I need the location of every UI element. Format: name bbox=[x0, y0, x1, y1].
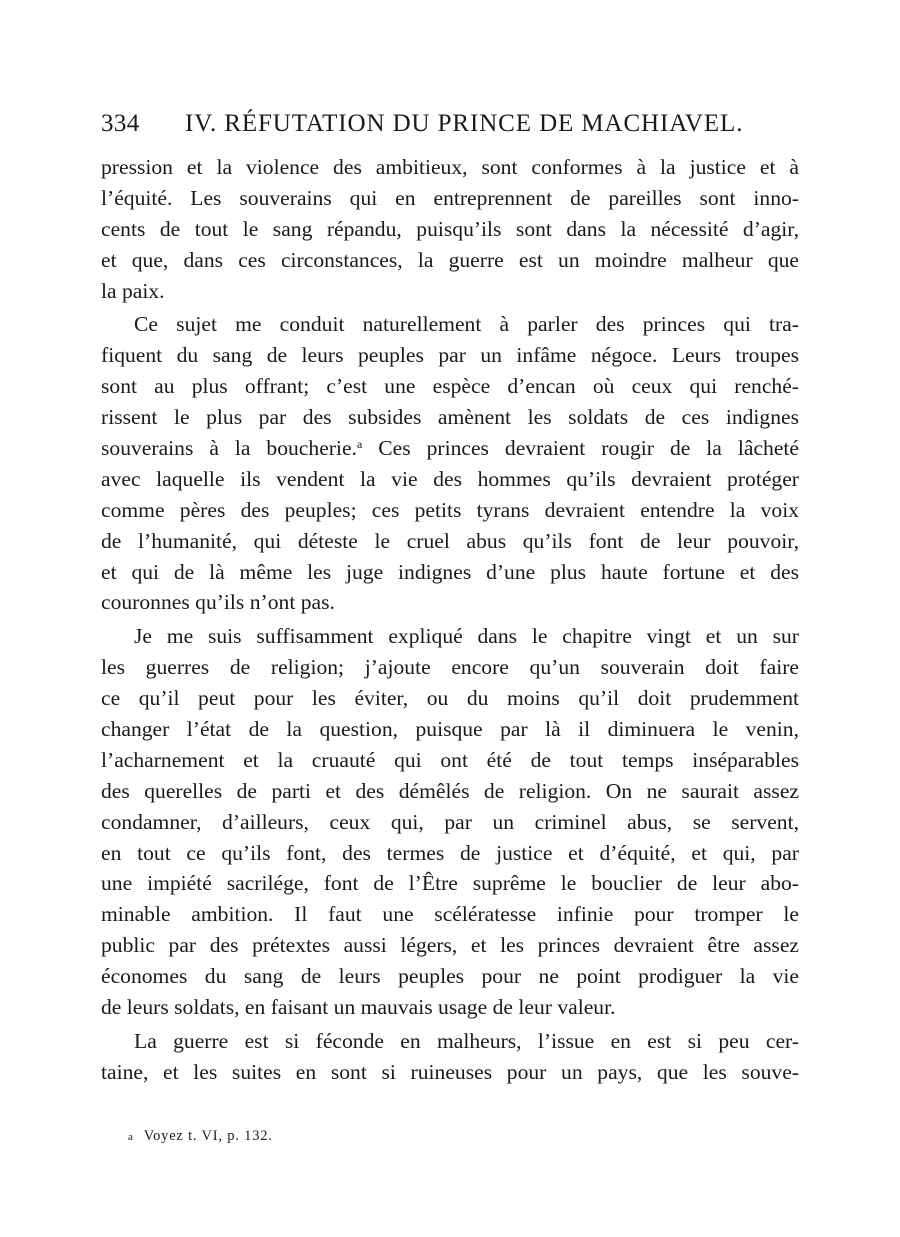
paragraph-1 bbox=[101, 152, 799, 306]
text-line: Ce sujet me conduit naturellement à parler des princes qui tra- bbox=[134, 312, 799, 337]
running-head bbox=[101, 110, 801, 144]
text-line: des querelles de parti et des démêlés de religion. On ne saurait assez bbox=[101, 778, 799, 803]
text-line: et que, dans ces circonstances, la guerre est un moindre malheur que bbox=[101, 247, 799, 272]
text-line: condamner, d’ailleurs, ceux qui, par un criminel abus, se servent, bbox=[101, 809, 799, 834]
text-line: une impiété sacrilége, font de l’Être suprême le bouclier de leur abo- bbox=[101, 871, 799, 896]
text-line: cents de tout le sang répandu, puisqu’ils sont dans la nécessité d’agir, bbox=[101, 216, 799, 241]
text-line: Je me suis suffisamment expliqué dans le chapitre vingt et un sur bbox=[134, 624, 799, 649]
text-line: changer l’état de la question, puisque par là il diminuera le venin, bbox=[101, 717, 799, 742]
text-line: La guerre est si féconde en malheurs, l’issue en est si peu cer- bbox=[134, 1028, 799, 1053]
text-segment: Ces princes devraient rougir de la lâcheté bbox=[362, 436, 799, 461]
paragraph-2 bbox=[101, 309, 799, 618]
text-line: les guerres de religion; j’ajoute encore qu’un souverain doit faire bbox=[101, 655, 799, 680]
running-head-title: IV. RÉFUTATION DU PRINCE DE MACHIAVEL. bbox=[185, 110, 744, 137]
text-line: minable ambition. Il faut une scélératesse infinie pour tromper le bbox=[101, 902, 799, 927]
text-line: fiquent du sang de leurs peuples par un infâme négoce. Leurs troupes bbox=[101, 343, 799, 368]
text-line: l’équité. Les souverains qui en entreprennent de pareilles sont inno- bbox=[101, 185, 799, 210]
text-line: de leurs soldats, en faisant un mauvais usage de leur valeur. bbox=[101, 995, 616, 1020]
text-line: en tout ce qu’ils font, des termes de justice et d’équité, et qui, par bbox=[101, 840, 799, 865]
text-line: ce qu’il peut pour les éviter, ou du moins qu’il doit prudemment bbox=[101, 686, 799, 711]
text-line: de l’humanité, qui déteste le cruel abus qu’ils font de leur pouvoir, bbox=[101, 528, 799, 553]
text-line: économes du sang de leurs peuples pour ne point prodiguer la vie bbox=[101, 964, 799, 989]
footnote-text: Voyez t. VI, p. 132. bbox=[143, 1128, 273, 1144]
text-segment: souverains à la boucherie. bbox=[101, 436, 357, 461]
paragraph-3 bbox=[101, 621, 799, 1023]
text-line: sont au plus offrant; c’est une espèce d’encan où ceux qui renché- bbox=[101, 374, 799, 399]
text-line-with-footnote-ref bbox=[101, 433, 799, 464]
body-text bbox=[101, 152, 799, 1088]
text-line: comme pères des peuples; ces petits tyrans devraient entendre la voix bbox=[101, 497, 799, 522]
text-line: et qui de là même les juge indignes d’une plus haute fortune et des bbox=[101, 559, 799, 584]
page-number: 334 bbox=[101, 110, 140, 137]
footnote-reference[interactable]: a bbox=[356, 437, 363, 452]
footnote-mark: a bbox=[128, 1131, 134, 1143]
text-line: rissent le plus par des subsides amènent les soldats de ces indignes bbox=[101, 405, 799, 430]
text-line: couronnes qu’ils n’ont pas. bbox=[101, 590, 335, 615]
text-line: la paix. bbox=[101, 278, 165, 303]
text-line: l’acharnement et la cruauté qui ont été de tout temps inséparables bbox=[101, 747, 799, 772]
text-line: taine, et les suites en sont si ruineuses pour un pays, que les souve- bbox=[101, 1059, 799, 1084]
text-line: avec laquelle ils vendent la vie des hommes qu’ils devraient protéger bbox=[101, 466, 799, 491]
text-line: pression et la violence des ambitieux, sont conformes à la justice et à bbox=[101, 155, 799, 179]
footnote bbox=[128, 1128, 273, 1145]
text-line: public par des prétextes aussi légers, et les princes devraient être assez bbox=[101, 933, 799, 958]
paragraph-4 bbox=[101, 1026, 799, 1088]
